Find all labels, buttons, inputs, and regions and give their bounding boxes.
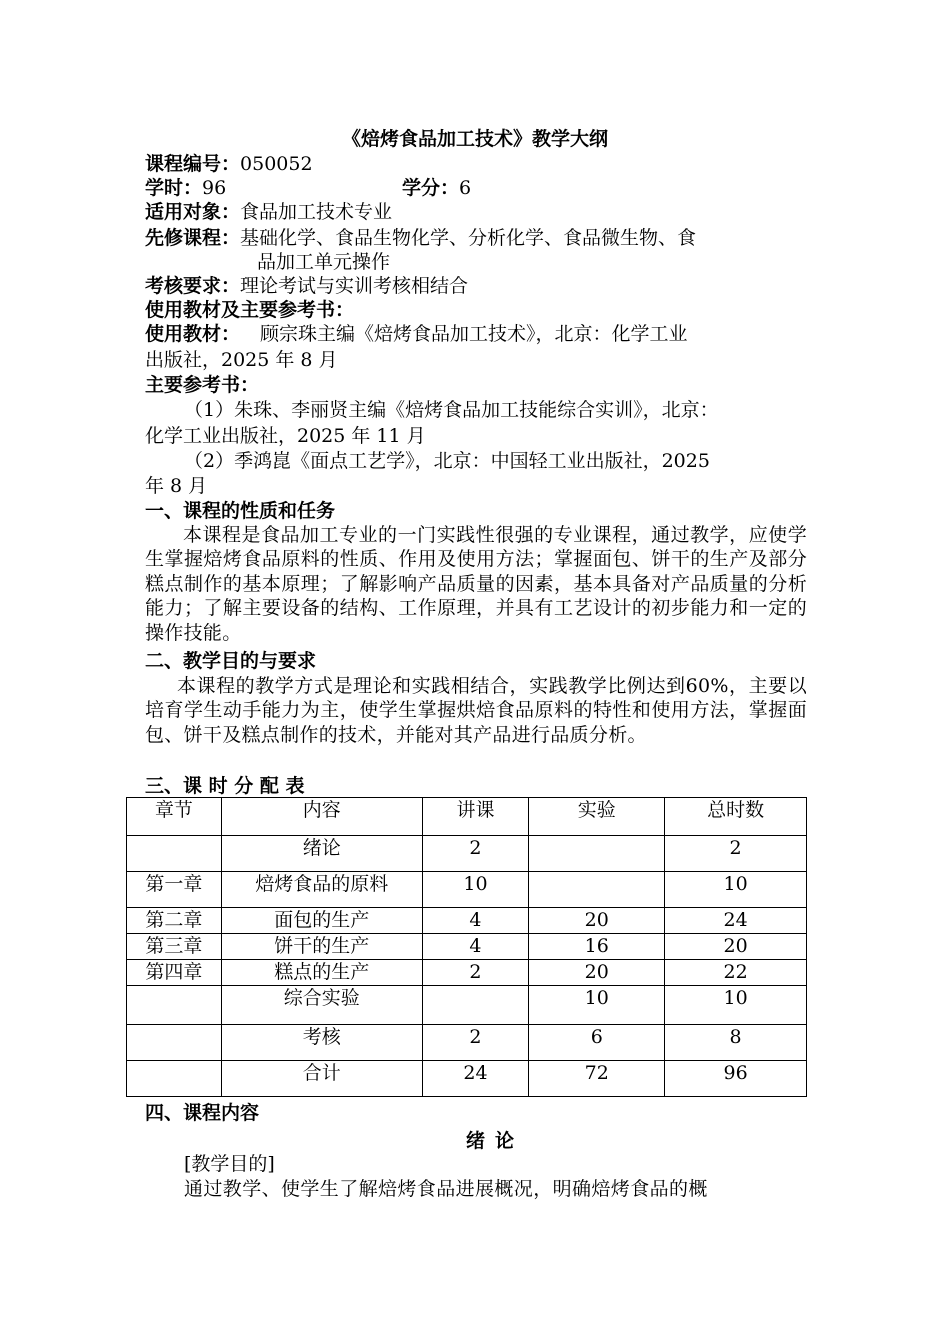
table-cell: 8 <box>665 1025 807 1061</box>
ref2-line1: （2）季鸿崑《面点工艺学》，北京：中国轻工业出版社，2025 <box>184 450 710 472</box>
table-cell: 糕点的生产 <box>221 960 422 986</box>
table-cell: 饼干的生产 <box>221 934 422 960</box>
table-row <box>127 1025 807 1061</box>
table-cell: 20 <box>529 960 665 986</box>
table-cell: 面包的生产 <box>221 908 422 934</box>
table-cell <box>127 1061 222 1097</box>
table-row <box>127 986 807 1025</box>
table-row <box>127 836 807 872</box>
course-code-line <box>145 152 313 176</box>
ref1-line1: （1）朱珠、李丽贤主编《焙烤食品加工技能综合实训》，北京： <box>184 399 719 421</box>
table-cell: 4 <box>422 908 529 934</box>
section4-heading: 四、课程内容 <box>145 1102 260 1124</box>
table-cell: 绪论 <box>221 836 422 872</box>
table-cell: 第三章 <box>127 934 222 960</box>
table-cell: 第四章 <box>127 960 222 986</box>
header-cell: 章节 <box>127 798 222 836</box>
table-cell: 16 <box>529 934 665 960</box>
hours-line <box>145 176 226 200</box>
header-cell: 讲课 <box>422 798 529 836</box>
table-cell: 综合实验 <box>221 986 422 1025</box>
table-cell <box>422 986 529 1025</box>
table-row <box>127 960 807 986</box>
credits-line <box>402 176 471 200</box>
books-heading: 使用教材及主要参考书： <box>145 299 355 321</box>
prereq-value-1: 基础化学、食品生物化学、分析化学、食品微生物、食 <box>240 227 697 249</box>
table-cell: 合计 <box>221 1061 422 1097</box>
table-row <box>127 908 807 934</box>
textbook-label: 使用教材： <box>145 323 241 345</box>
table-cell <box>127 836 222 872</box>
section1-body: 本课程是食品加工专业的一门实践性很强的专业课程，通过教学，应使学生掌握焙烤食品原料的性质、作用及使用方法；掌握面包、饼干的生产及部分糕点制作的基本原理；了解影响产品质量的因素，基本具备对产品质量的分析能力；了解主要设备的结构、工作原理，并具有工艺设计的初步能力和一定的操作技能。 <box>145 524 807 644</box>
objective-text: 通过教学、使学生了解焙烤食品进展概况，明确焙烤食品的概 <box>184 1178 708 1200</box>
credits-label: 学分： <box>402 177 460 199</box>
table-cell: 10 <box>529 986 665 1025</box>
assess-value: 理论考试与实训考核相结合 <box>240 275 469 297</box>
table-cell: 10 <box>422 872 529 908</box>
table-cell <box>529 872 665 908</box>
audience-value: 食品加工技术专业 <box>240 201 393 223</box>
table-cell: 2 <box>422 1025 529 1061</box>
hours-label: 学时： <box>145 177 203 199</box>
ref2-line2: 年 8 月 <box>145 475 208 497</box>
table-cell: 4 <box>422 934 529 960</box>
table-header-row <box>127 798 807 836</box>
table-cell: 20 <box>529 908 665 934</box>
table-cell: 96 <box>665 1061 807 1097</box>
hours-table <box>126 797 807 1097</box>
section2-heading: 二、教学目的与要求 <box>145 650 317 672</box>
table-cell: 2 <box>665 836 807 872</box>
table-cell: 2 <box>422 960 529 986</box>
table-cell: 焙烤食品的原料 <box>221 872 422 908</box>
ref1-line2: 化学工业出版社，2025 年 11 月 <box>145 425 426 447</box>
assess-line <box>145 274 468 298</box>
table-cell: 20 <box>665 934 807 960</box>
table-cell: 6 <box>529 1025 665 1061</box>
table-cell: 2 <box>422 836 529 872</box>
table-cell <box>127 986 222 1025</box>
course-code-label: 课程编号： <box>145 153 241 175</box>
table-row <box>127 934 807 960</box>
textbook-value-2: 出版社，2025 年 8 月 <box>145 349 338 371</box>
table-cell: 24 <box>665 908 807 934</box>
table-cell: 10 <box>665 872 807 908</box>
header-cell: 实验 <box>529 798 665 836</box>
section1-heading: 一、课程的性质和任务 <box>145 500 336 522</box>
assess-label: 考核要求： <box>145 275 241 297</box>
textbook-line <box>145 322 688 346</box>
prereq-line <box>145 226 696 250</box>
table-cell: 22 <box>665 960 807 986</box>
table-cell: 10 <box>665 986 807 1025</box>
section2-body: 本课程的教学方式是理论和实践相结合，实践教学比例达到60%，主要以培育学生动手能力为主，使学生掌握烘焙食品原料的特性和使用方法，掌握面包、饼干及糕点制作的技术，并能对其产品进行品质分析。 <box>145 675 807 746</box>
prereq-label: 先修课程： <box>145 227 241 249</box>
textbook-value-1: 顾宗珠主编《焙烤食品加工技术》，北京：化学工业 <box>260 323 688 345</box>
table-cell: 第一章 <box>127 872 222 908</box>
table-row <box>127 872 807 908</box>
refs-heading: 主要参考书： <box>145 374 260 396</box>
table-row <box>127 1061 807 1097</box>
audience-line <box>145 200 392 224</box>
section4-subheading: 绪论 <box>465 1130 524 1152</box>
header-cell: 总时数 <box>665 798 807 836</box>
objective-label: [教学目的] <box>184 1153 275 1175</box>
table-cell: 24 <box>422 1061 529 1097</box>
prereq-value-2: 品加工单元操作 <box>257 251 391 273</box>
table-cell <box>127 1025 222 1061</box>
table-cell: 考核 <box>221 1025 422 1061</box>
section3-heading: 三、课 时 分 配 表 <box>145 775 305 797</box>
audience-label: 适用对象： <box>145 201 241 223</box>
course-code-value: 050052 <box>240 153 313 175</box>
document-title: 《焙烤食品加工技术》教学大纲 <box>341 128 608 150</box>
table-cell <box>529 836 665 872</box>
table-cell: 72 <box>529 1061 665 1097</box>
table-cell: 第二章 <box>127 908 222 934</box>
hours-value: 96 <box>202 177 227 199</box>
credits-value: 6 <box>459 177 472 199</box>
header-cell: 内容 <box>221 798 422 836</box>
